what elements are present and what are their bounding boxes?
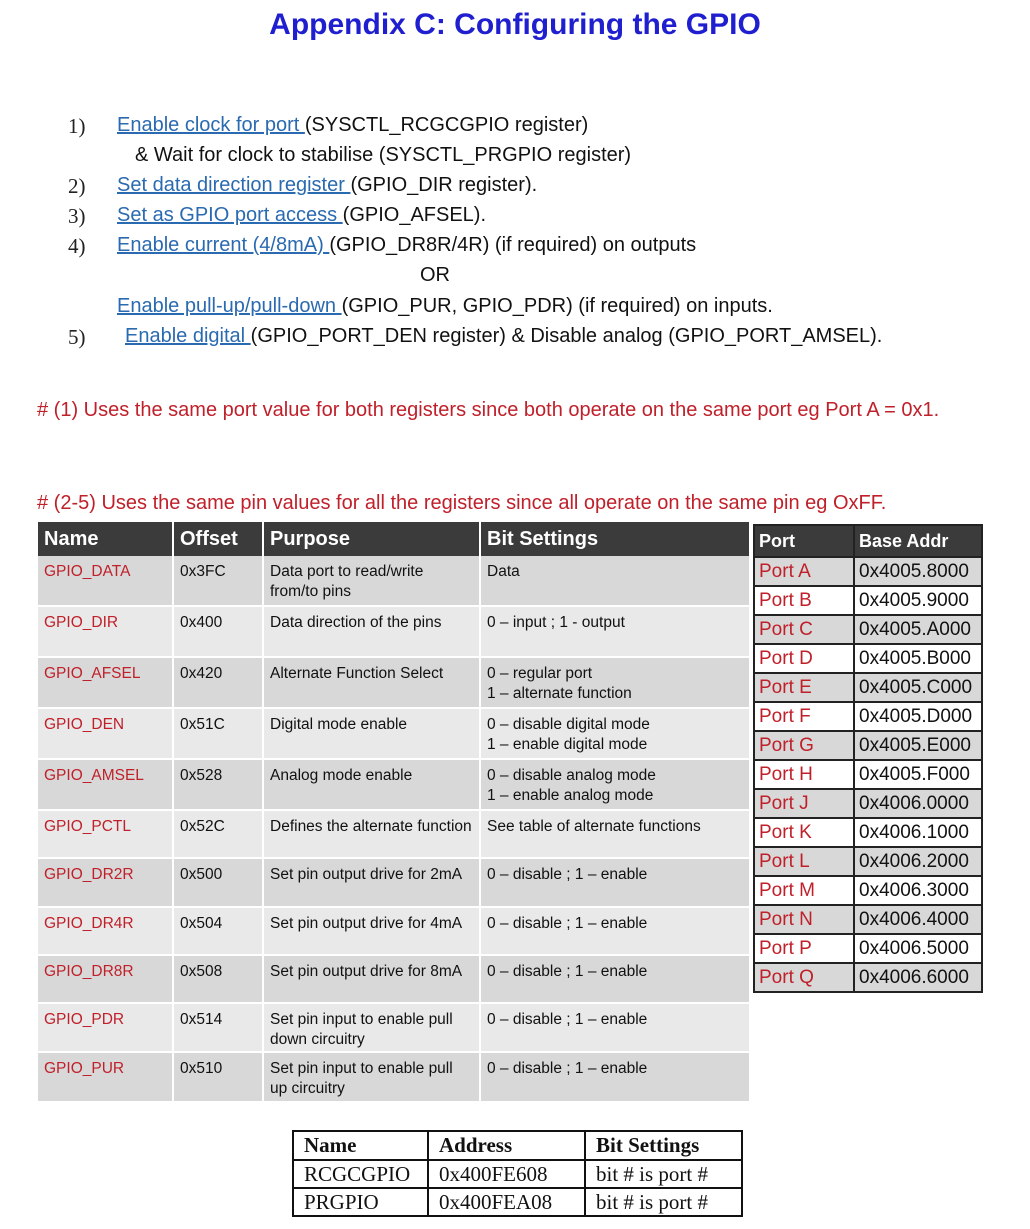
table-row [38,759,749,810]
step-line [117,114,588,137]
register-bit-settings: bit # is port # [585,1160,742,1188]
table-row [38,955,749,1003]
step-link[interactable]: Enable clock for port [117,114,305,136]
register-bit-settings: 0 – disable ; 1 – enable [480,1003,749,1052]
note-port-value: # (1) Uses the same port value for both registers since both operate on the same port eg Port A = 0x1. [37,399,940,421]
port-base-address: 0x4006.1000 [854,818,982,847]
note-pin-values: # (2-5) Uses the same pin values for all the registers since all operate on the same pin eg OxFF. [37,492,887,514]
register-address: 0x400FEA08 [428,1188,585,1216]
port-base-address: 0x4005.C000 [854,673,982,702]
register-bit-settings: 0 – disable ; 1 – enable [480,907,749,955]
step-number: 4) [68,234,86,258]
register-bit-settings: 0 – disable ; 1 – enable [480,858,749,907]
step-text: (GPIO_PORT_DEN register) & Disable analog (GPIO_PORT_AMSEL). [250,325,883,347]
step-link[interactable]: Enable digital [125,325,251,347]
register-name: GPIO_PDR [38,1003,173,1052]
register-bit-settings: 0 – regular port 1 – alternate function [480,657,749,708]
port-name: Port J [754,789,854,818]
table-row [38,1052,749,1102]
step-number: 3) [68,204,86,228]
step-line [135,144,631,167]
step-line [117,295,773,318]
table-row [754,963,982,992]
step-link[interactable]: Enable current (4/8mA) [117,234,330,256]
table-row [754,760,982,789]
table-row [754,905,982,934]
port-name: Port G [754,731,854,760]
register-name: GPIO_DR2R [38,858,173,907]
port-name: Port E [754,673,854,702]
register-bit-settings: 0 – input ; 1 - output [480,606,749,657]
column-header-name: Name [293,1131,428,1160]
register-purpose: Alternate Function Select [263,657,480,708]
register-name: PRGPIO [293,1188,428,1216]
column-header-address: Address [428,1131,585,1160]
register-offset: 0x504 [173,907,263,955]
register-name: GPIO_DATA [38,556,173,606]
column-header-offset: Offset [173,522,263,556]
table-row [754,702,982,731]
register-purpose: Set pin output drive for 4mA [263,907,480,955]
register-name: RCGCGPIO [293,1160,428,1188]
register-offset: 0x3FC [173,556,263,606]
table-row [293,1160,742,1188]
port-name: Port D [754,644,854,673]
register-offset: 0x510 [173,1052,263,1102]
register-purpose: Set pin input to enable pull down circuitry [263,1003,480,1052]
column-header-base-addr: Base Addr [854,525,982,557]
step-line [117,174,537,197]
port-base-address: 0x4006.6000 [854,963,982,992]
register-purpose: Defines the alternate function [263,810,480,858]
table-row [754,557,982,586]
table-row [754,934,982,963]
step-text: (GPIO_DR8R/4R) (if required) on outputs [329,234,697,256]
step-text: (SYSCTL_RCGCGPIO register) [304,114,589,136]
step-number: 1) [68,114,86,138]
step-text: (GPIO_PUR, GPIO_PDR) (if required) on inputs. [341,295,773,317]
step-line [117,204,486,227]
register-bit-settings: 0 – disable analog mode 1 – enable analog mode [480,759,749,810]
column-header-purpose: Purpose [263,522,480,556]
register-bit-settings: 0 – disable digital mode 1 – enable digital mode [480,708,749,759]
register-name: GPIO_DR4R [38,907,173,955]
table-row [38,858,749,907]
port-base-address: 0x4006.4000 [854,905,982,934]
port-name: Port N [754,905,854,934]
register-bit-settings: Data [480,556,749,606]
register-offset: 0x514 [173,1003,263,1052]
register-offset: 0x420 [173,657,263,708]
port-base-address: 0x4005.E000 [854,731,982,760]
register-address: 0x400FE608 [428,1160,585,1188]
step-text: & Wait for clock to stabilise (SYSCTL_PRGPIO register) [135,144,632,166]
port-base-address: 0x4006.0000 [854,789,982,818]
port-base-address: 0x4006.2000 [854,847,982,876]
table-row [38,1003,749,1052]
table-row [38,606,749,657]
page-title: Appendix C: Configuring the GPIO [269,8,761,41]
port-base-address: 0x4006.3000 [854,876,982,905]
register-name: GPIO_PUR [38,1052,173,1102]
register-bit-settings: 0 – disable ; 1 – enable [480,1052,749,1102]
table-row [38,907,749,955]
register-purpose: Digital mode enable [263,708,480,759]
table-row [293,1188,742,1216]
port-base-address: 0x4005.9000 [854,586,982,615]
port-name: Port F [754,702,854,731]
register-purpose: Analog mode enable [263,759,480,810]
table-row [38,810,749,858]
register-name: GPIO_AMSEL [38,759,173,810]
column-header-bit-settings: Bit Settings [585,1131,742,1160]
port-name: Port K [754,818,854,847]
port-base-address: 0x4006.5000 [854,934,982,963]
port-base-address: 0x4005.8000 [854,557,982,586]
step-number: 2) [68,174,86,198]
port-name: Port P [754,934,854,963]
port-base-address-table [753,524,983,993]
register-offset: 0x400 [173,606,263,657]
table-row [38,556,749,606]
register-offset: 0x51C [173,708,263,759]
port-base-address: 0x4005.A000 [854,615,982,644]
step-number: 5) [68,325,86,349]
step-link[interactable]: Set as GPIO port access [117,204,343,226]
register-name: GPIO_DEN [38,708,173,759]
port-name: Port C [754,615,854,644]
register-purpose: Data direction of the pins [263,606,480,657]
register-purpose: Set pin input to enable pull up circuitry [263,1052,480,1102]
column-header-bit-settings: Bit Settings [480,522,749,556]
register-offset: 0x528 [173,759,263,810]
register-table [38,522,749,1103]
step-line [420,264,450,287]
table-row [38,708,749,759]
register-offset: 0x508 [173,955,263,1003]
step-link[interactable]: Set data direction register [117,174,351,196]
step-link[interactable]: Enable pull-up/pull-down [117,295,342,317]
table-row [754,615,982,644]
port-name: Port L [754,847,854,876]
table-row [754,731,982,760]
step-text: (GPIO_DIR register). [350,174,538,196]
register-offset: 0x52C [173,810,263,858]
port-name: Port Q [754,963,854,992]
step-line [125,325,882,348]
port-base-address: 0x4005.D000 [854,702,982,731]
port-name: Port A [754,557,854,586]
step-line [117,234,696,257]
table-row [754,586,982,615]
table-row [754,847,982,876]
register-purpose: Set pin output drive for 8mA [263,955,480,1003]
table-row [754,876,982,905]
table-row [754,673,982,702]
register-bit-settings: See table of alternate functions [480,810,749,858]
register-name: GPIO_DIR [38,606,173,657]
port-name: Port H [754,760,854,789]
table-row [754,789,982,818]
port-base-address: 0x4005.B000 [854,644,982,673]
table-row [38,657,749,708]
step-text: (GPIO_AFSEL). [342,204,487,226]
register-offset: 0x500 [173,858,263,907]
register-name: GPIO_PCTL [38,810,173,858]
register-purpose: Set pin output drive for 2mA [263,858,480,907]
register-bit-settings: bit # is port # [585,1188,742,1216]
column-header-port: Port [754,525,854,557]
clock-register-table [292,1130,743,1217]
register-name: GPIO_DR8R [38,955,173,1003]
port-name: Port M [754,876,854,905]
table-row [754,818,982,847]
register-bit-settings: 0 – disable ; 1 – enable [480,955,749,1003]
column-header-name: Name [38,522,173,556]
port-base-address: 0x4005.F000 [854,760,982,789]
port-name: Port B [754,586,854,615]
table-row [754,644,982,673]
register-name: GPIO_AFSEL [38,657,173,708]
register-purpose: Data port to read/write from/to pins [263,556,480,606]
step-text: OR [420,264,450,286]
